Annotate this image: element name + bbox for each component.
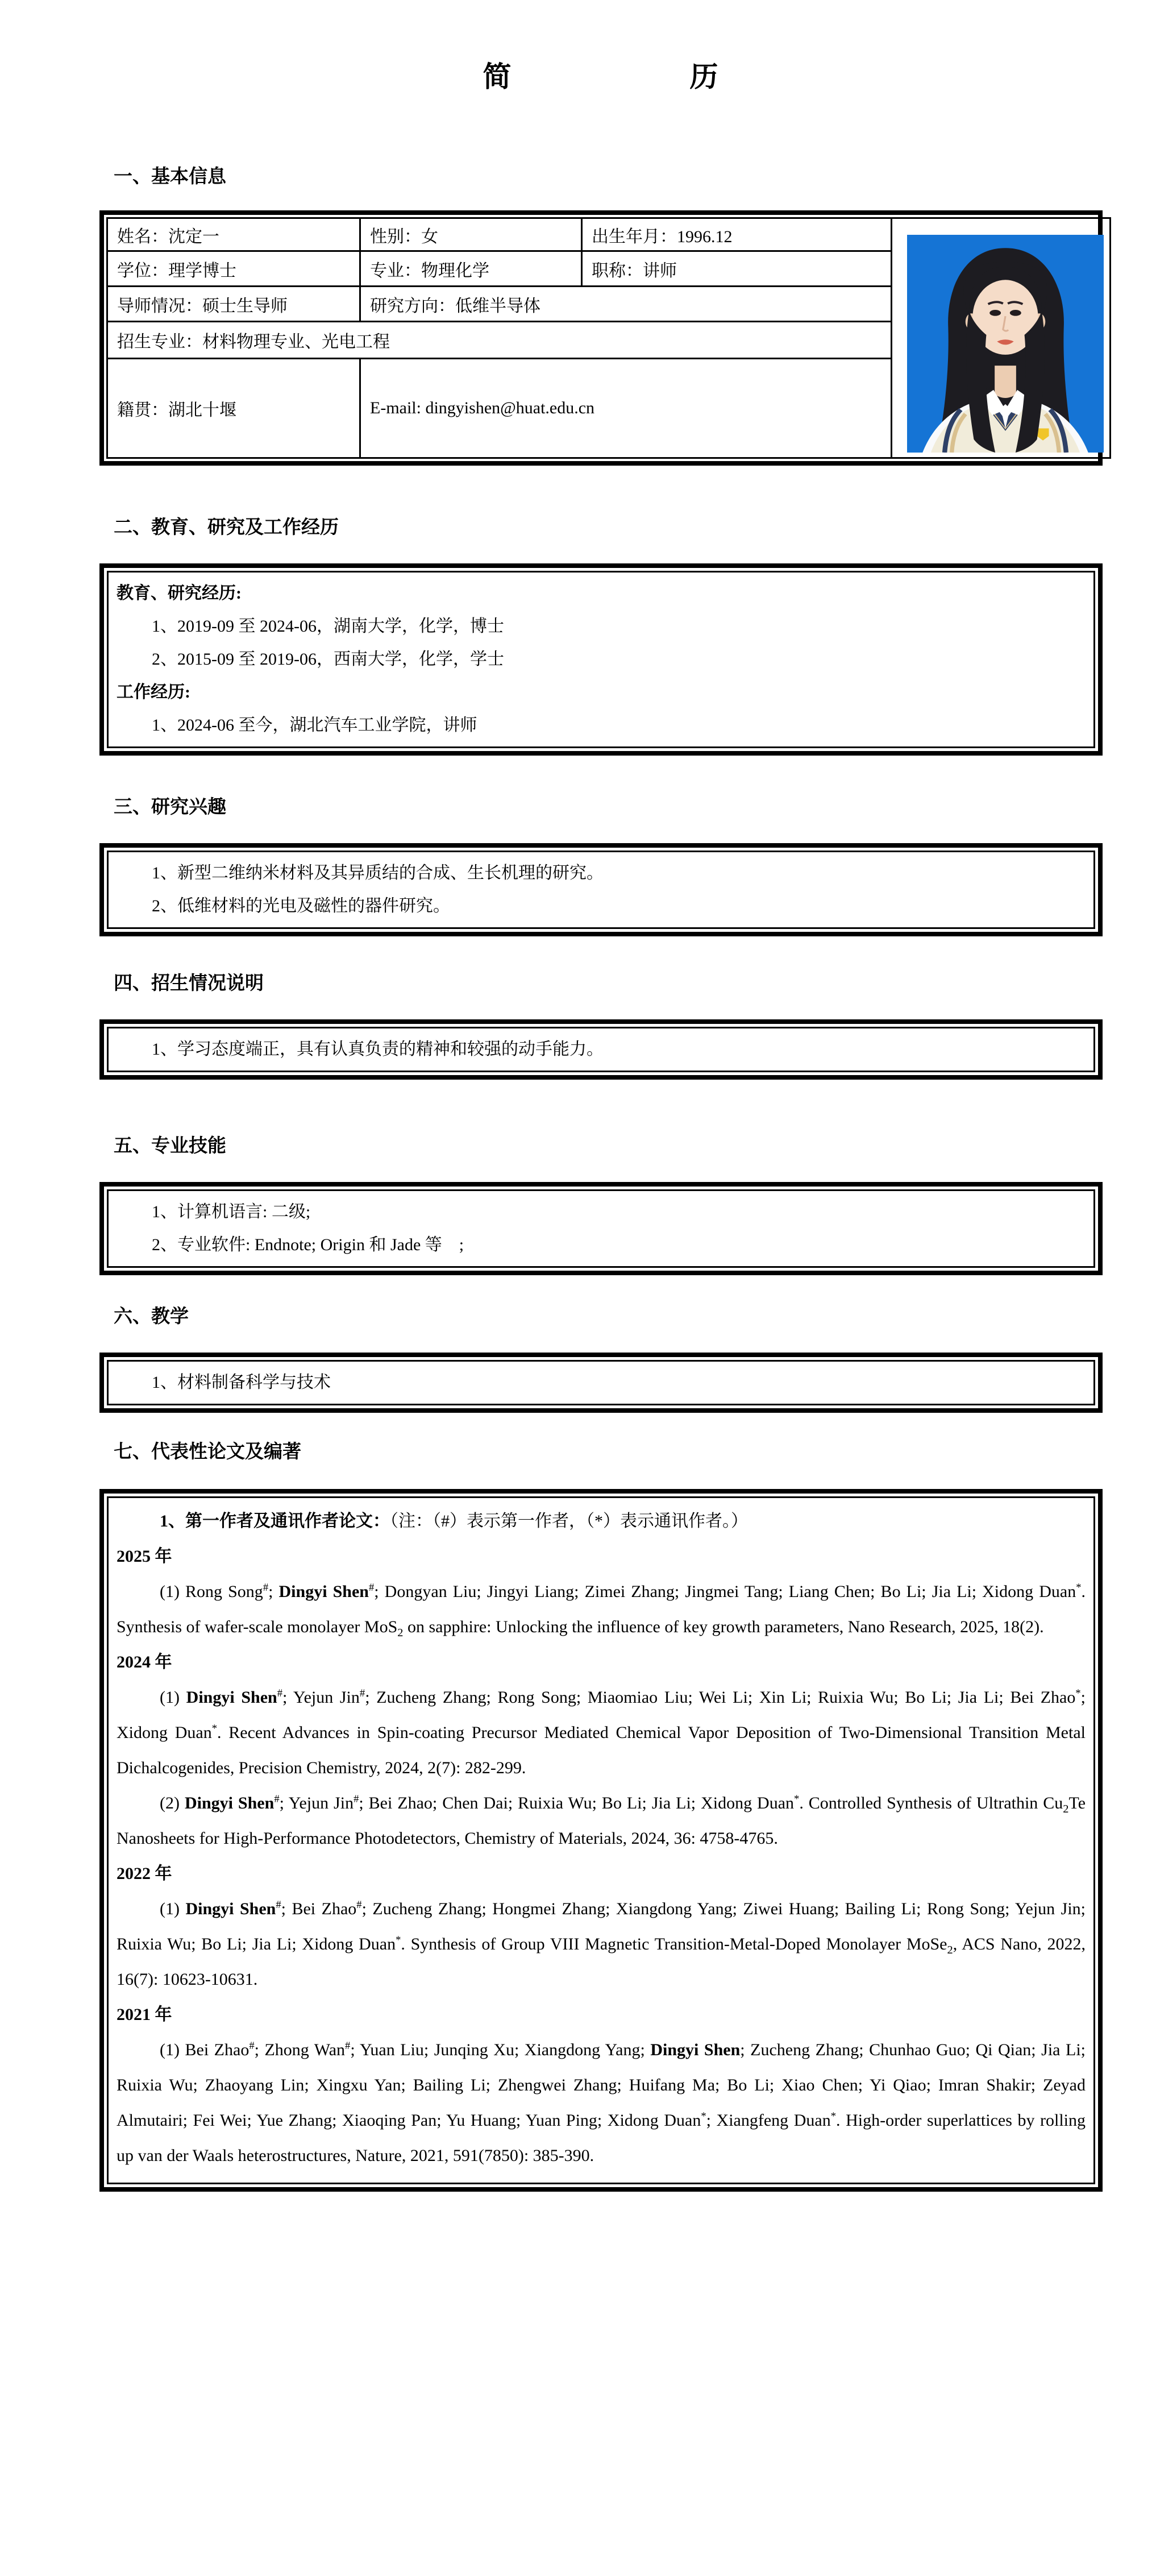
field-major: 专业：物理化学 xyxy=(360,251,582,287)
section-heading-basic-info: 一、基本信息 xyxy=(114,167,226,187)
publication-entry: (1) Bei Zhao#; Zhong Wan#; Yuan Liu; Junqing Xu; Xiangdong Yang; Dingyi Shen; Zucheng Zhang; Chunhao Guo; Qi Qian; Jia Li; Ruixia Wu; Zhaoyang Lin; Xingxu Yan; Bailing Li; Zhengwei Zhang; Huifang Ma; Bo Li; Xiao Chen; Yi Qiao; Imran Shakir; Zeyad Almutairi; Fei Wei; Yue Zhang; Xiaoqing Pan; Yu Huang; Yuan Ping; Xidong Duan*; Xiangfeng Duan*. High-order superlattices by rolling up van der Waals heterostructures, Nature, 2021, 591(7850): 385-390. xyxy=(117,2040,1086,2165)
admission-item: 1、学习态度端正，具有认真负责的精神和较强的动手能力。 xyxy=(152,1040,604,1059)
basic-info-table xyxy=(106,217,1111,459)
publication-year: 2021 年 xyxy=(117,2005,172,2024)
education-research-label: 教育、研究经历: xyxy=(117,584,242,603)
section-heading-teaching: 六、教学 xyxy=(114,1306,189,1327)
teaching-item: 1、材料制备科学与技术 xyxy=(152,1373,331,1392)
field-name: 姓名：沈定一 xyxy=(107,218,360,251)
field-birth-date: 出生年月：1996.12 xyxy=(582,218,892,251)
education-item: 2、2015-09 至 2019-06，西南大学，化学，学士 xyxy=(152,650,504,669)
education-item: 1、2019-09 至 2024-06，湖南大学，化学，博士 xyxy=(152,617,504,636)
skill-item: 1、计算机语言: 二级; xyxy=(152,1202,311,1221)
skill-item: 2、专业软件: Endnote; Origin 和 Jade 等 ; xyxy=(152,1235,464,1254)
field-research-direction: 研究方向：低维半导体 xyxy=(360,287,892,322)
field-enrollment-major: 招生专业：材料物理专业、光电工程 xyxy=(107,322,892,359)
work-label: 工作经历: xyxy=(117,683,190,702)
publication-entry: (1) Dingyi Shen#; Yejun Jin#; Zucheng Zhang; Rong Song; Miaomiao Liu; Wei Li; Xin Li; Ruixia Wu; Bo Li; Jia Li; Bei Zhao*; Xidong Duan*. Recent Advances in Spin-coating Precursor Mediated Chemical Vapor Deposition of Two-Dimensional Transition Metal Dichalcogenides, Precision Chemistry, 2024, 2(7): 282-299. xyxy=(117,1687,1086,1777)
interest-item: 1、新型二维纳米材料及其异质结的合成、生长机理的研究。 xyxy=(152,864,604,882)
publication-entry: (1) Rong Song#; Dingyi Shen#; Dongyan Liu; Jingyi Liang; Zimei Zhang; Jingmei Tang; Liang Chen; Bo Li; Jia Li; Xidong Duan*. Synthesis of wafer-scale monolayer MoS$_2$ on sapphire: Unlocking the influence of key growth parameters, Nano Research, 2025, 18(2). xyxy=(117,1582,1086,1639)
field-degree: 学位：理学博士 xyxy=(107,251,360,287)
field-native-place: 籍贯：湖北十堰 xyxy=(107,359,360,458)
resume-page xyxy=(0,57,1156,2576)
publication-entry: (2) Dingyi Shen#; Yejun Jin#; Bei Zhao; Chen Dai; Ruixia Wu; Bo Li; Jia Li; Xidong Duan*. Controlled Synthesis of Ultrathin $Cu_2Te$ Nanosheets for High-Performance Photodetectors, Chemistry of Materials, 2024, 36: 4758-4765. xyxy=(117,1793,1086,1848)
publication-year: 2022 年 xyxy=(117,1864,172,1883)
publications-box xyxy=(99,1489,1103,2192)
teaching-box-inner xyxy=(107,1360,1095,1405)
neck xyxy=(995,366,1016,398)
admission-box-inner xyxy=(107,1027,1095,1072)
admission-box xyxy=(99,1019,1103,1080)
document-title: 简 历 xyxy=(483,61,720,93)
eye-right xyxy=(1010,310,1021,316)
teaching-box xyxy=(99,1353,1103,1413)
experience-box xyxy=(99,563,1103,756)
resume-content xyxy=(0,57,1156,2192)
section-heading-experience: 二、教育、研究及工作经历 xyxy=(114,517,339,538)
eye-left xyxy=(989,310,1001,316)
basic-info-table-frame xyxy=(99,210,1103,466)
field-gender: 性别：女 xyxy=(360,218,582,251)
field-mentor-status: 导师情况：硕士生导师 xyxy=(107,287,360,322)
publication-entry: (1) Dingyi Shen#; Bei Zhao#; Zucheng Zhang; Hongmei Zhang; Xiangdong Yang; Ziwei Huang; Bailing Li; Rong Song; Yejun Jin; Ruixia Wu; Bo Li; Jia Li; Xidong Duan*. Synthesis of Group VIII Magnetic Transition-Metal-Doped Monolayer MoSe$_2$, ACS Nano, 2022, 16(7): 10623-10631. xyxy=(117,1899,1086,1989)
publications-box-inner xyxy=(107,1496,1095,2184)
profile-photo xyxy=(907,235,1104,453)
field-job-title: 职称：讲师 xyxy=(582,251,892,287)
section-heading-admission: 四、招生情况说明 xyxy=(114,973,264,994)
publication-year: 2025 年 xyxy=(117,1547,172,1566)
field-email: E-mail: dingyishen@huat.edu.cn xyxy=(360,359,892,458)
publications-note: 1、第一作者及通讯作者论文：（注：（#）表示第一作者，（*）表示通讯作者。） xyxy=(160,1512,748,1530)
section-heading-publications: 七、代表性论文及编著 xyxy=(114,1442,301,1462)
skills-box-inner xyxy=(107,1189,1095,1268)
table-row xyxy=(107,218,1111,251)
section-heading-skills: 五、专业技能 xyxy=(114,1136,226,1156)
interest-item: 2、低维材料的光电及磁性的器件研究。 xyxy=(152,897,450,915)
skills-box xyxy=(99,1182,1103,1275)
work-item: 1、2024-06 至今，湖北汽车工业学院，讲师 xyxy=(152,716,477,735)
section-heading-interests: 三、研究兴趣 xyxy=(114,797,226,818)
publication-year: 2024 年 xyxy=(117,1653,172,1671)
photo-cell xyxy=(892,218,1111,458)
interests-box-inner xyxy=(107,851,1095,929)
portrait-illustration xyxy=(907,235,1104,453)
experience-box-inner xyxy=(107,571,1095,748)
interests-box xyxy=(99,843,1103,936)
